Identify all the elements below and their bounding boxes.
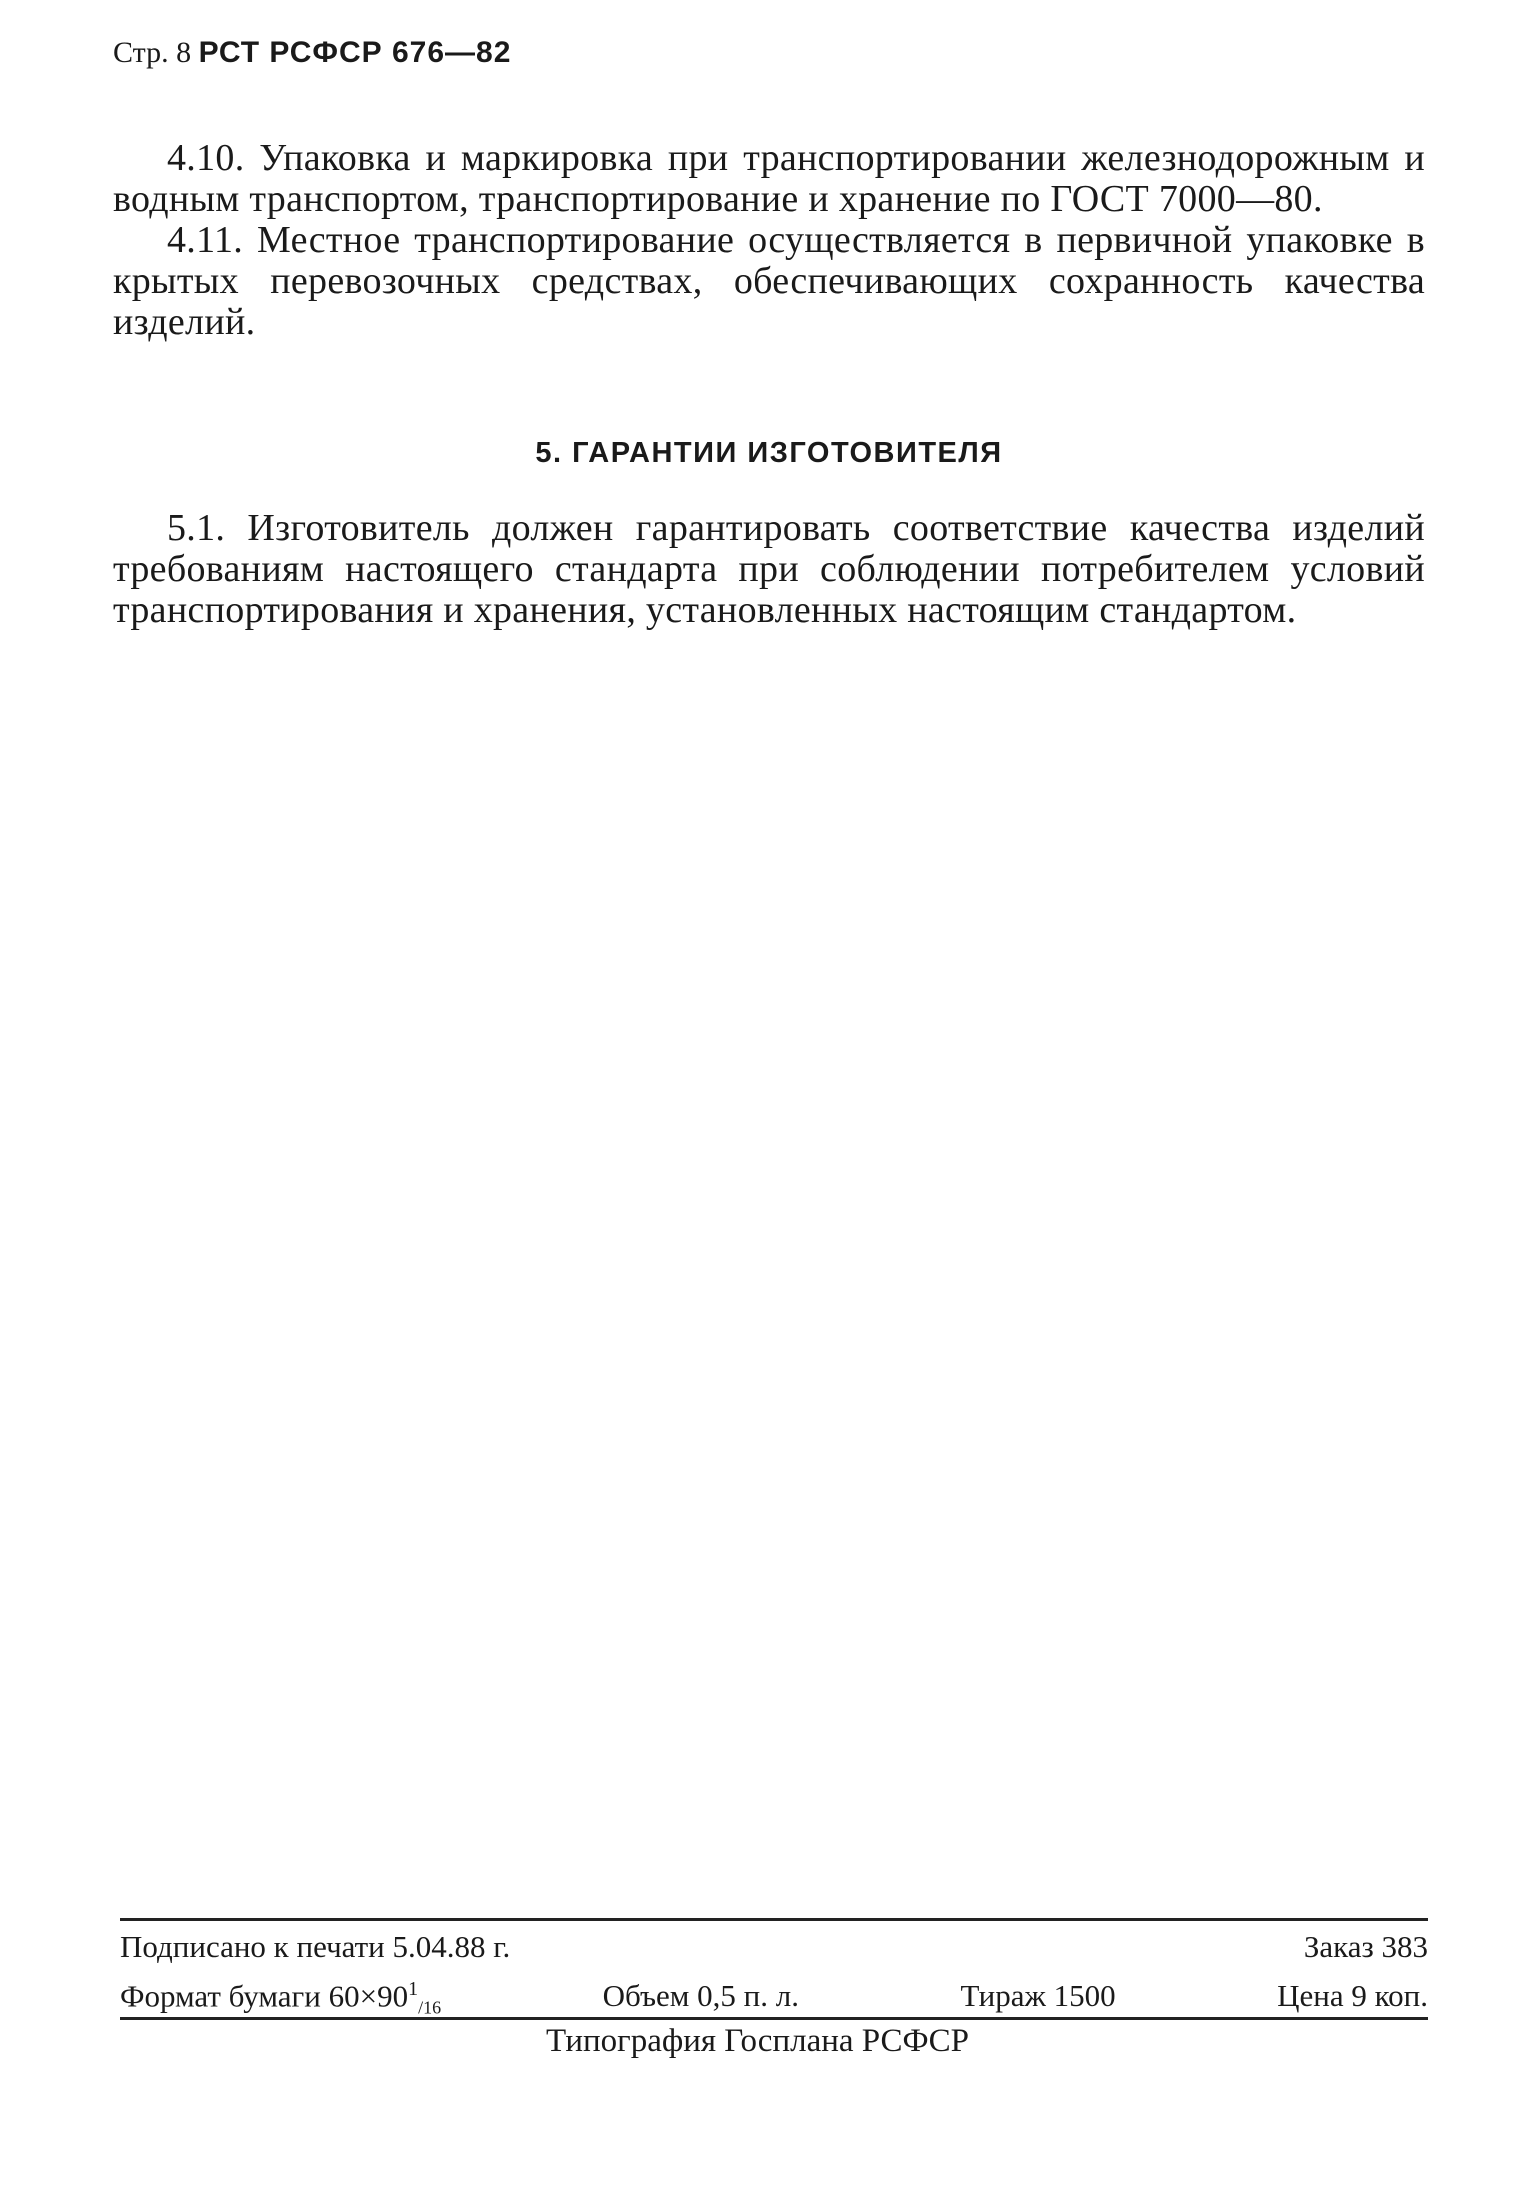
standard-code: РСТ РСФСР 676—82 <box>198 36 512 69</box>
section-5-text <box>113 508 1425 631</box>
page-header <box>113 36 511 70</box>
section-5-title: 5. ГАРАНТИИ ИЗГОТОВИТЕЛЯ <box>535 437 1003 469</box>
paper-format-value: 60×90 <box>328 1978 409 2014</box>
signed-to-print: Подписано к печати 5.04.88 г. <box>120 1929 511 1964</box>
imprint-line-1 <box>120 1928 1428 1966</box>
paper-format-sup: 1 <box>408 1978 419 2000</box>
paper-format-label: Формат бумаги <box>120 1978 321 2014</box>
section-4-text <box>113 138 1425 343</box>
imprint-bottom-rule <box>120 2017 1428 2020</box>
order-number: Заказ 383 <box>1303 1929 1428 1964</box>
paragraph-5-1: 5.1. Изготовитель должен гарантировать соответствие качества изделий требованиям настоящего стандарта при соблюдении потребителем условий транспортирования и хранения, установленных настоящим стандартом. <box>113 507 1425 631</box>
printer-name: Типография Госплана РСФСР <box>546 2023 969 2059</box>
page-label: Стр. 8 <box>113 36 192 69</box>
paper-format-sub: /16 <box>418 1997 442 2018</box>
paragraph-4-11: 4.11. Местное транспортирование осуществляется в первичной упаковке в крытых перевозочных средствах, обеспечивающих сохранность качества изделий. <box>113 219 1425 343</box>
imprint-top-rule <box>120 1918 1428 1921</box>
print-run: Тираж 1500 <box>960 1978 1116 2014</box>
paragraph-4-10: 4.10. Упаковка и маркировка при транспортировании железнодорожным и водным транспортом, транспортирование и хранение по ГОСТ 7000—80. <box>113 137 1425 220</box>
price: Цена 9 коп. <box>1277 1978 1428 2014</box>
volume: Объем 0,5 п. л. <box>602 1978 799 2014</box>
